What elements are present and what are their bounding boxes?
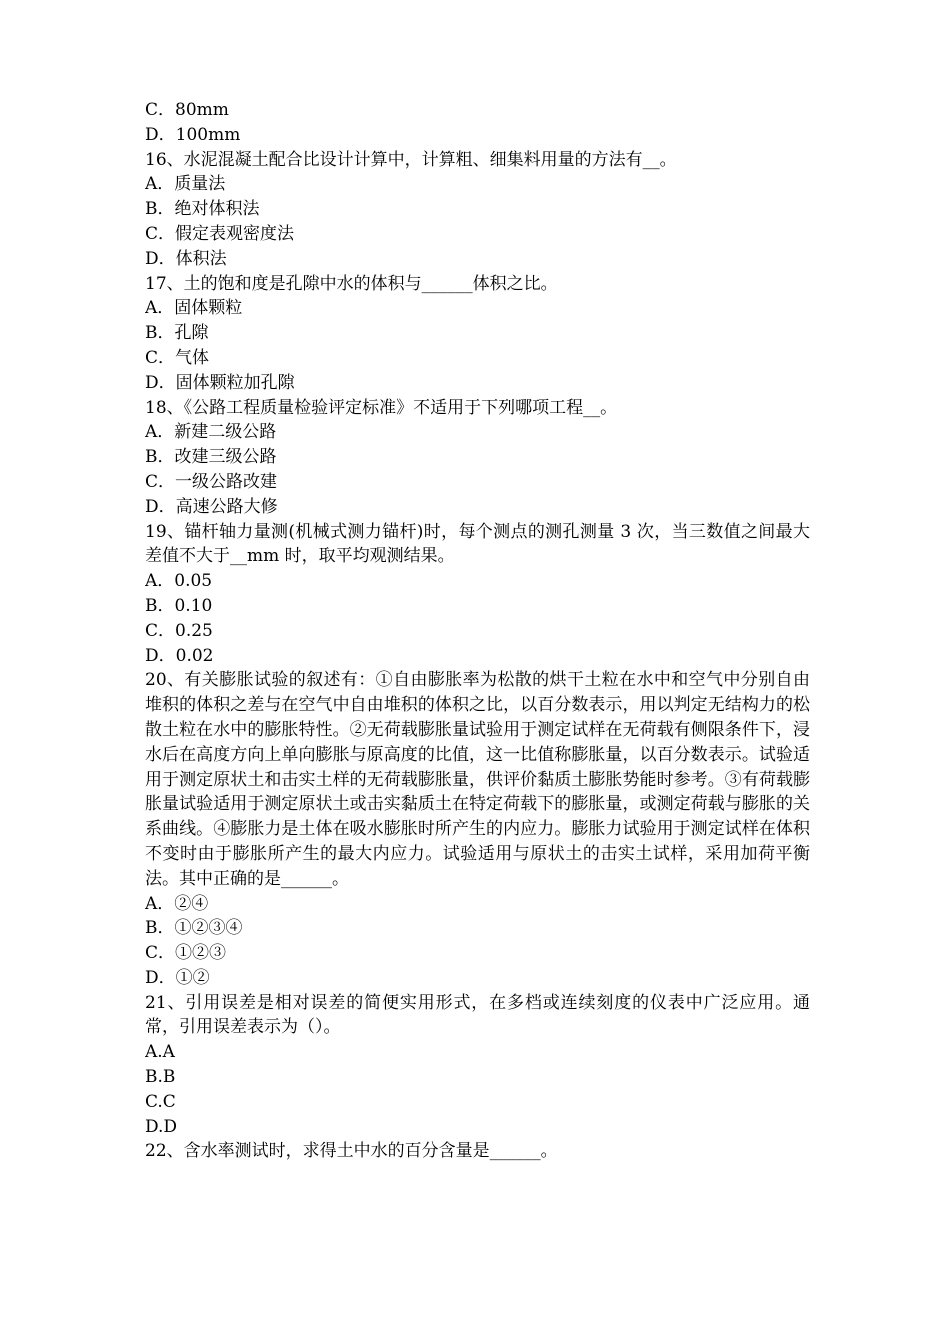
option-15-d: D．100mm [145, 124, 241, 145]
option-16-b: B．绝对体积法 [145, 199, 260, 220]
question-21: 21、引用误差是相对误差的简便实用形式，在多档或连续刻度的仪表中广泛应用。通常，引用误差表示为（）。 [145, 992, 810, 1038]
option-17-a: A．固体颗粒 [145, 298, 243, 319]
option-18-a: A．新建二级公路 [145, 422, 277, 443]
option-21-d: D.D [145, 1116, 178, 1137]
option-19-b: B．0.10 [145, 595, 213, 616]
question-18: 18、《公路工程质量检验评定标准》不适用于下列哪项工程__。 [145, 397, 618, 418]
document-page [145, 98, 810, 1164]
option-15-c: C．80mm [145, 100, 229, 120]
option-17-b: B．孔隙 [145, 323, 209, 344]
option-16-d: D．体积法 [145, 248, 227, 269]
option-20-b: B．①②③④ [145, 918, 243, 939]
option-20-c: C．①②③ [145, 943, 227, 964]
question-20: 20、有关膨胀试验的叙述有：①自由膨胀率为松散的烘干土粒在水中和空气中分别自由堆积的体积之差与在空气中自由堆积的体积之比，以百分数表示，用以判定无结构力的松散土粒在水中的膨胀特性。②无荷载膨胀量试验用于测定试样在无荷载有侧限条件下，浸水后在高度方向上单向膨胀与原高度的比值，这一比值称膨胀量，以百分数表示。试验适用于测定原状土和击实土样的无荷载膨胀量，供评价黏质土膨胀势能时参考。③有荷载膨胀量试验适用于测定原状土或击实黏质土在特定荷载下的膨胀量，或测定荷载与膨胀的关系曲线。④膨胀力是土体在吸水膨胀时所产生的内应力。膨胀力试验用于测定试样在体积不变时由于膨胀所产生的最大内应力。试验适用与原状土的击实土试样，采用加荷平衡法。其中正确的是______。 [145, 670, 810, 889]
option-21-c: C.C [145, 1091, 176, 1112]
option-18-c: C．一级公路改建 [145, 471, 278, 492]
option-18-b: B．改建三级公路 [145, 447, 277, 468]
option-20-a: A．②④ [145, 893, 209, 914]
option-17-c: C．气体 [145, 347, 210, 368]
question-22: 22、含水率测试时，求得土中水的百分含量是______。 [145, 1141, 558, 1162]
option-19-c: C．0.25 [145, 620, 213, 641]
question-19: 19、锚杆轴力量测(机械式测力锚杆)时，每个测点的测孔测量 3 次，当三数值之间最大差值不大于__mm 时，取平均观测结果。 [145, 521, 810, 567]
option-19-d: D．0.02 [145, 645, 214, 666]
question-16: 16、水泥混凝土配合比设计计算中，计算粗、细集料用量的方法有__。 [145, 149, 677, 170]
option-18-d: D．高速公路大修 [145, 496, 278, 517]
option-16-c: C．假定表观密度法 [145, 223, 295, 244]
option-16-a: A．质量法 [145, 174, 226, 195]
question-17: 17、土的饱和度是孔隙中水的体积与______体积之比。 [145, 273, 558, 294]
option-19-a: A．0.05 [145, 571, 213, 592]
option-21-b: B.B [145, 1067, 176, 1088]
option-17-d: D．固体颗粒加孔隙 [145, 372, 295, 393]
option-20-d: D．①② [145, 967, 210, 988]
option-21-a: A.A [145, 1042, 175, 1063]
